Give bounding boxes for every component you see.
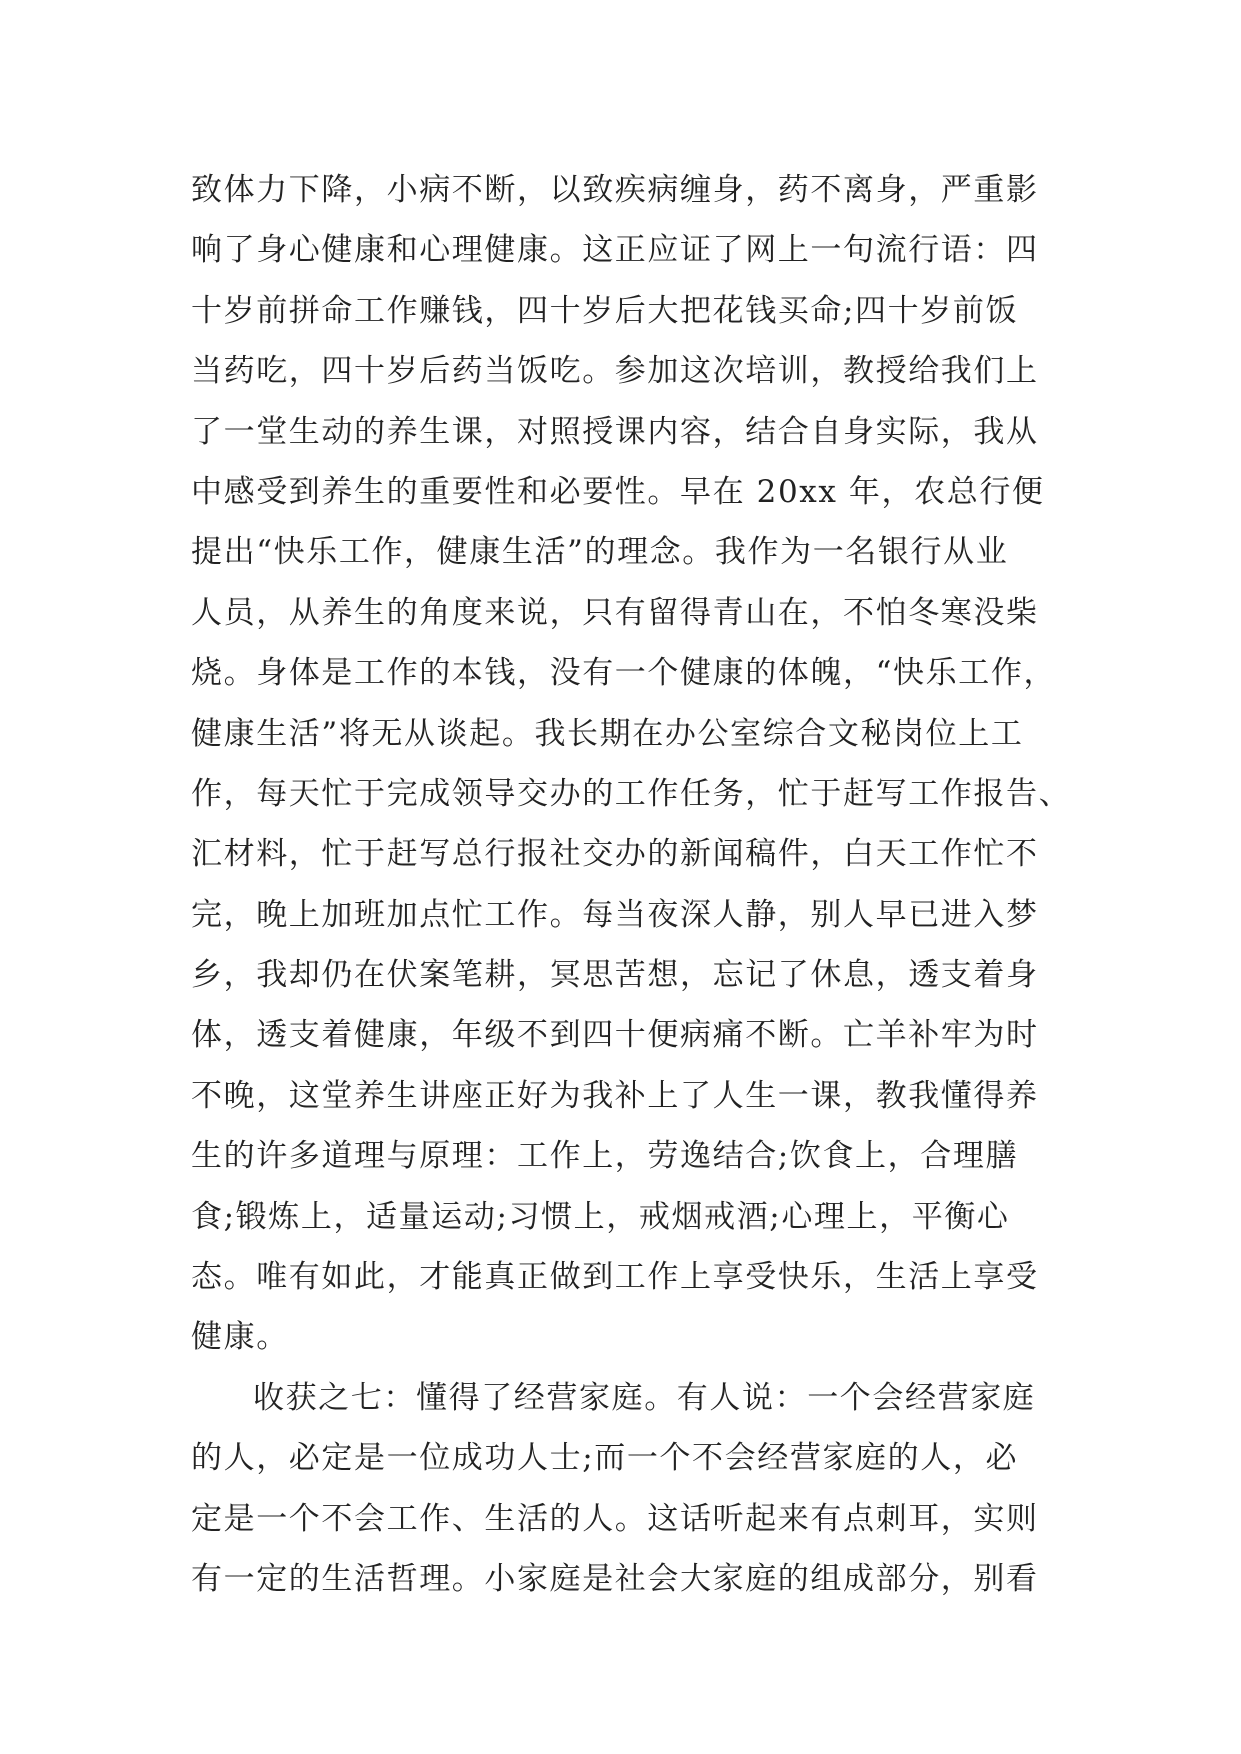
text-line: 中感受到养生的重要性和必要性。早在 20xx 年，农总行便 — [191, 473, 1045, 510]
text-line: 提出“快乐工作，健康生活”的理念。我作为一名银行从业 — [191, 534, 1009, 571]
text-line: 了一堂生动的养生课，对照授课内容，结合自身实际，我从 — [191, 413, 1039, 450]
text-line: 的人，必定是一位成功人士;而一个不会经营家庭的人，必 — [191, 1440, 1019, 1477]
text-line: 十岁前拼命工作赚钱，四十岁后大把花钱买命;四十岁前饭 — [191, 292, 1019, 329]
text-line: 体，透支着健康，年级不到四十便病痛不断。亡羊补牢为时 — [191, 1017, 1039, 1054]
text-line: 烧。身体是工作的本钱，没有一个健康的体魄，“快乐工作， — [191, 655, 1057, 692]
text-line: 食;锻炼上，适量运动;习惯上，戒烟戒酒;心理上，平衡心 — [191, 1198, 1010, 1235]
text-line: 健康。 — [191, 1319, 289, 1356]
text-line: 响了身心健康和心理健康。这正应证了网上一句流行语：四 — [191, 232, 1039, 269]
body-text — [191, 160, 1071, 1609]
paragraph-start-line: 收获之七：懂得了经营家庭。有人说：一个会经营家庭 — [253, 1379, 1036, 1416]
text-line: 有一定的生活哲理。小家庭是社会大家庭的组成部分，别看 — [191, 1560, 1039, 1597]
text-line: 当药吃，四十岁后药当饭吃。参加这次培训，教授给我们上 — [191, 353, 1039, 390]
text-line: 健康生活”将无从谈起。我长期在办公室综合文秘岗位上工 — [191, 715, 1024, 752]
text-line: 生的许多道理与原理：工作上，劳逸结合;饮食上，合理膳 — [191, 1138, 1019, 1175]
text-line: 乡，我却仍在伏案笔耕，冥思苦想，忘记了休息，透支着身 — [191, 957, 1039, 994]
text-line: 作，每天忙于完成领导交办的工作任务，忙于赶写工作报告、 — [191, 775, 1072, 812]
text-line: 致体力下降，小病不断，以致疾病缠身，药不离身，严重影 — [191, 172, 1039, 208]
text-line: 汇材料，忙于赶写总行报社交办的新闻稿件，白天工作忙不 — [191, 836, 1039, 873]
text-line: 完，晚上加班加点忙工作。每当夜深人静，别人早已进入梦 — [191, 896, 1039, 933]
text-line: 态。唯有如此，才能真正做到工作上享受快乐，生活上享受 — [191, 1259, 1039, 1296]
text-line: 人员，从养生的角度来说，只有留得青山在，不怕冬寒没柴 — [191, 594, 1039, 631]
text-line: 定是一个不会工作、生活的人。这话听起来有点刺耳，实则 — [191, 1500, 1039, 1537]
text-line: 不晚，这堂养生讲座正好为我补上了人生一课，教我懂得养 — [191, 1077, 1039, 1114]
